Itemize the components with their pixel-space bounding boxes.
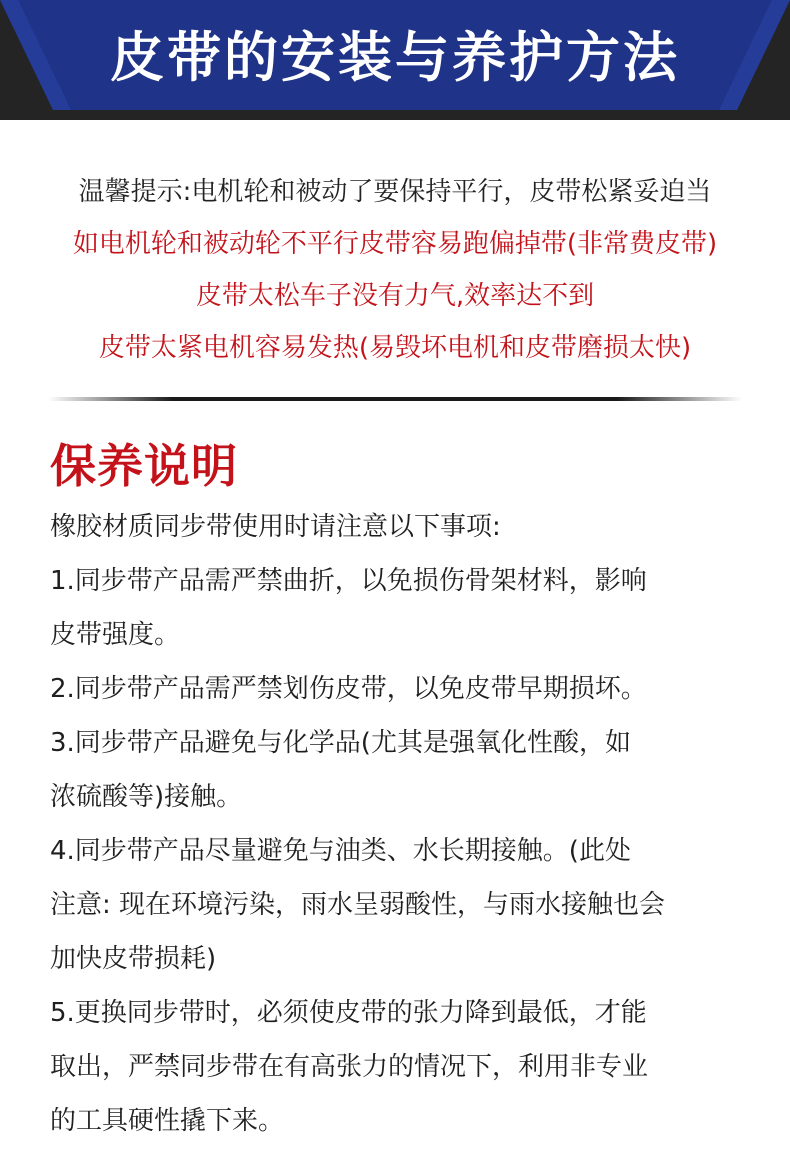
content-line: 注意: 现在环境污染，雨水呈弱酸性，与雨水接触也会 xyxy=(50,890,666,920)
content-line: 3.同步带产品避免与化学品(尤其是强氧化性酸，如 xyxy=(50,728,631,758)
section-divider xyxy=(48,397,742,401)
tip-line: 温馨提示:电机轮和被动了要保持平行，皮带松紧妥迫当 xyxy=(78,177,712,207)
maintenance-content xyxy=(50,500,750,1148)
tip-line: 如电机轮和被动轮不平行皮带容易跑偏掉带(非常费皮带) xyxy=(72,229,718,259)
page-title: 皮带的安装与养护方法 xyxy=(110,26,680,89)
tip-line: 皮带太紧电机容易发热(易毁坏电机和皮带磨损太快) xyxy=(98,333,692,363)
content-line: 橡胶材质同步带使用时请注意以下事项: xyxy=(50,512,501,542)
content-line: 4.同步带产品尽量避免与油类、水长期接触。(此处 xyxy=(50,836,631,866)
content-line: 1.同步带产品需严禁曲折，以免损伤骨架材料，影响 xyxy=(50,566,647,596)
tip-line: 皮带太松车子没有力气,效率达不到 xyxy=(195,281,595,311)
tips-block xyxy=(20,166,770,374)
header-banner xyxy=(0,0,790,120)
content-line: 加快皮带损耗) xyxy=(50,944,217,974)
content-line: 5.更换同步带时，必须使皮带的张力降到最低，才能 xyxy=(50,998,647,1028)
content-line: 浓硫酸等)接触。 xyxy=(50,782,243,812)
content-line: 的工具硬性撬下来。 xyxy=(50,1106,285,1136)
content-line: 2.同步带产品需严禁划伤皮带，以免皮带早期损坏。 xyxy=(50,674,647,704)
content-line: 取出，严禁同步带在有高张力的情况下，利用非专业 xyxy=(50,1052,649,1082)
section-title: 保养说明 xyxy=(50,439,238,493)
content-line: 皮带强度。 xyxy=(50,620,181,650)
